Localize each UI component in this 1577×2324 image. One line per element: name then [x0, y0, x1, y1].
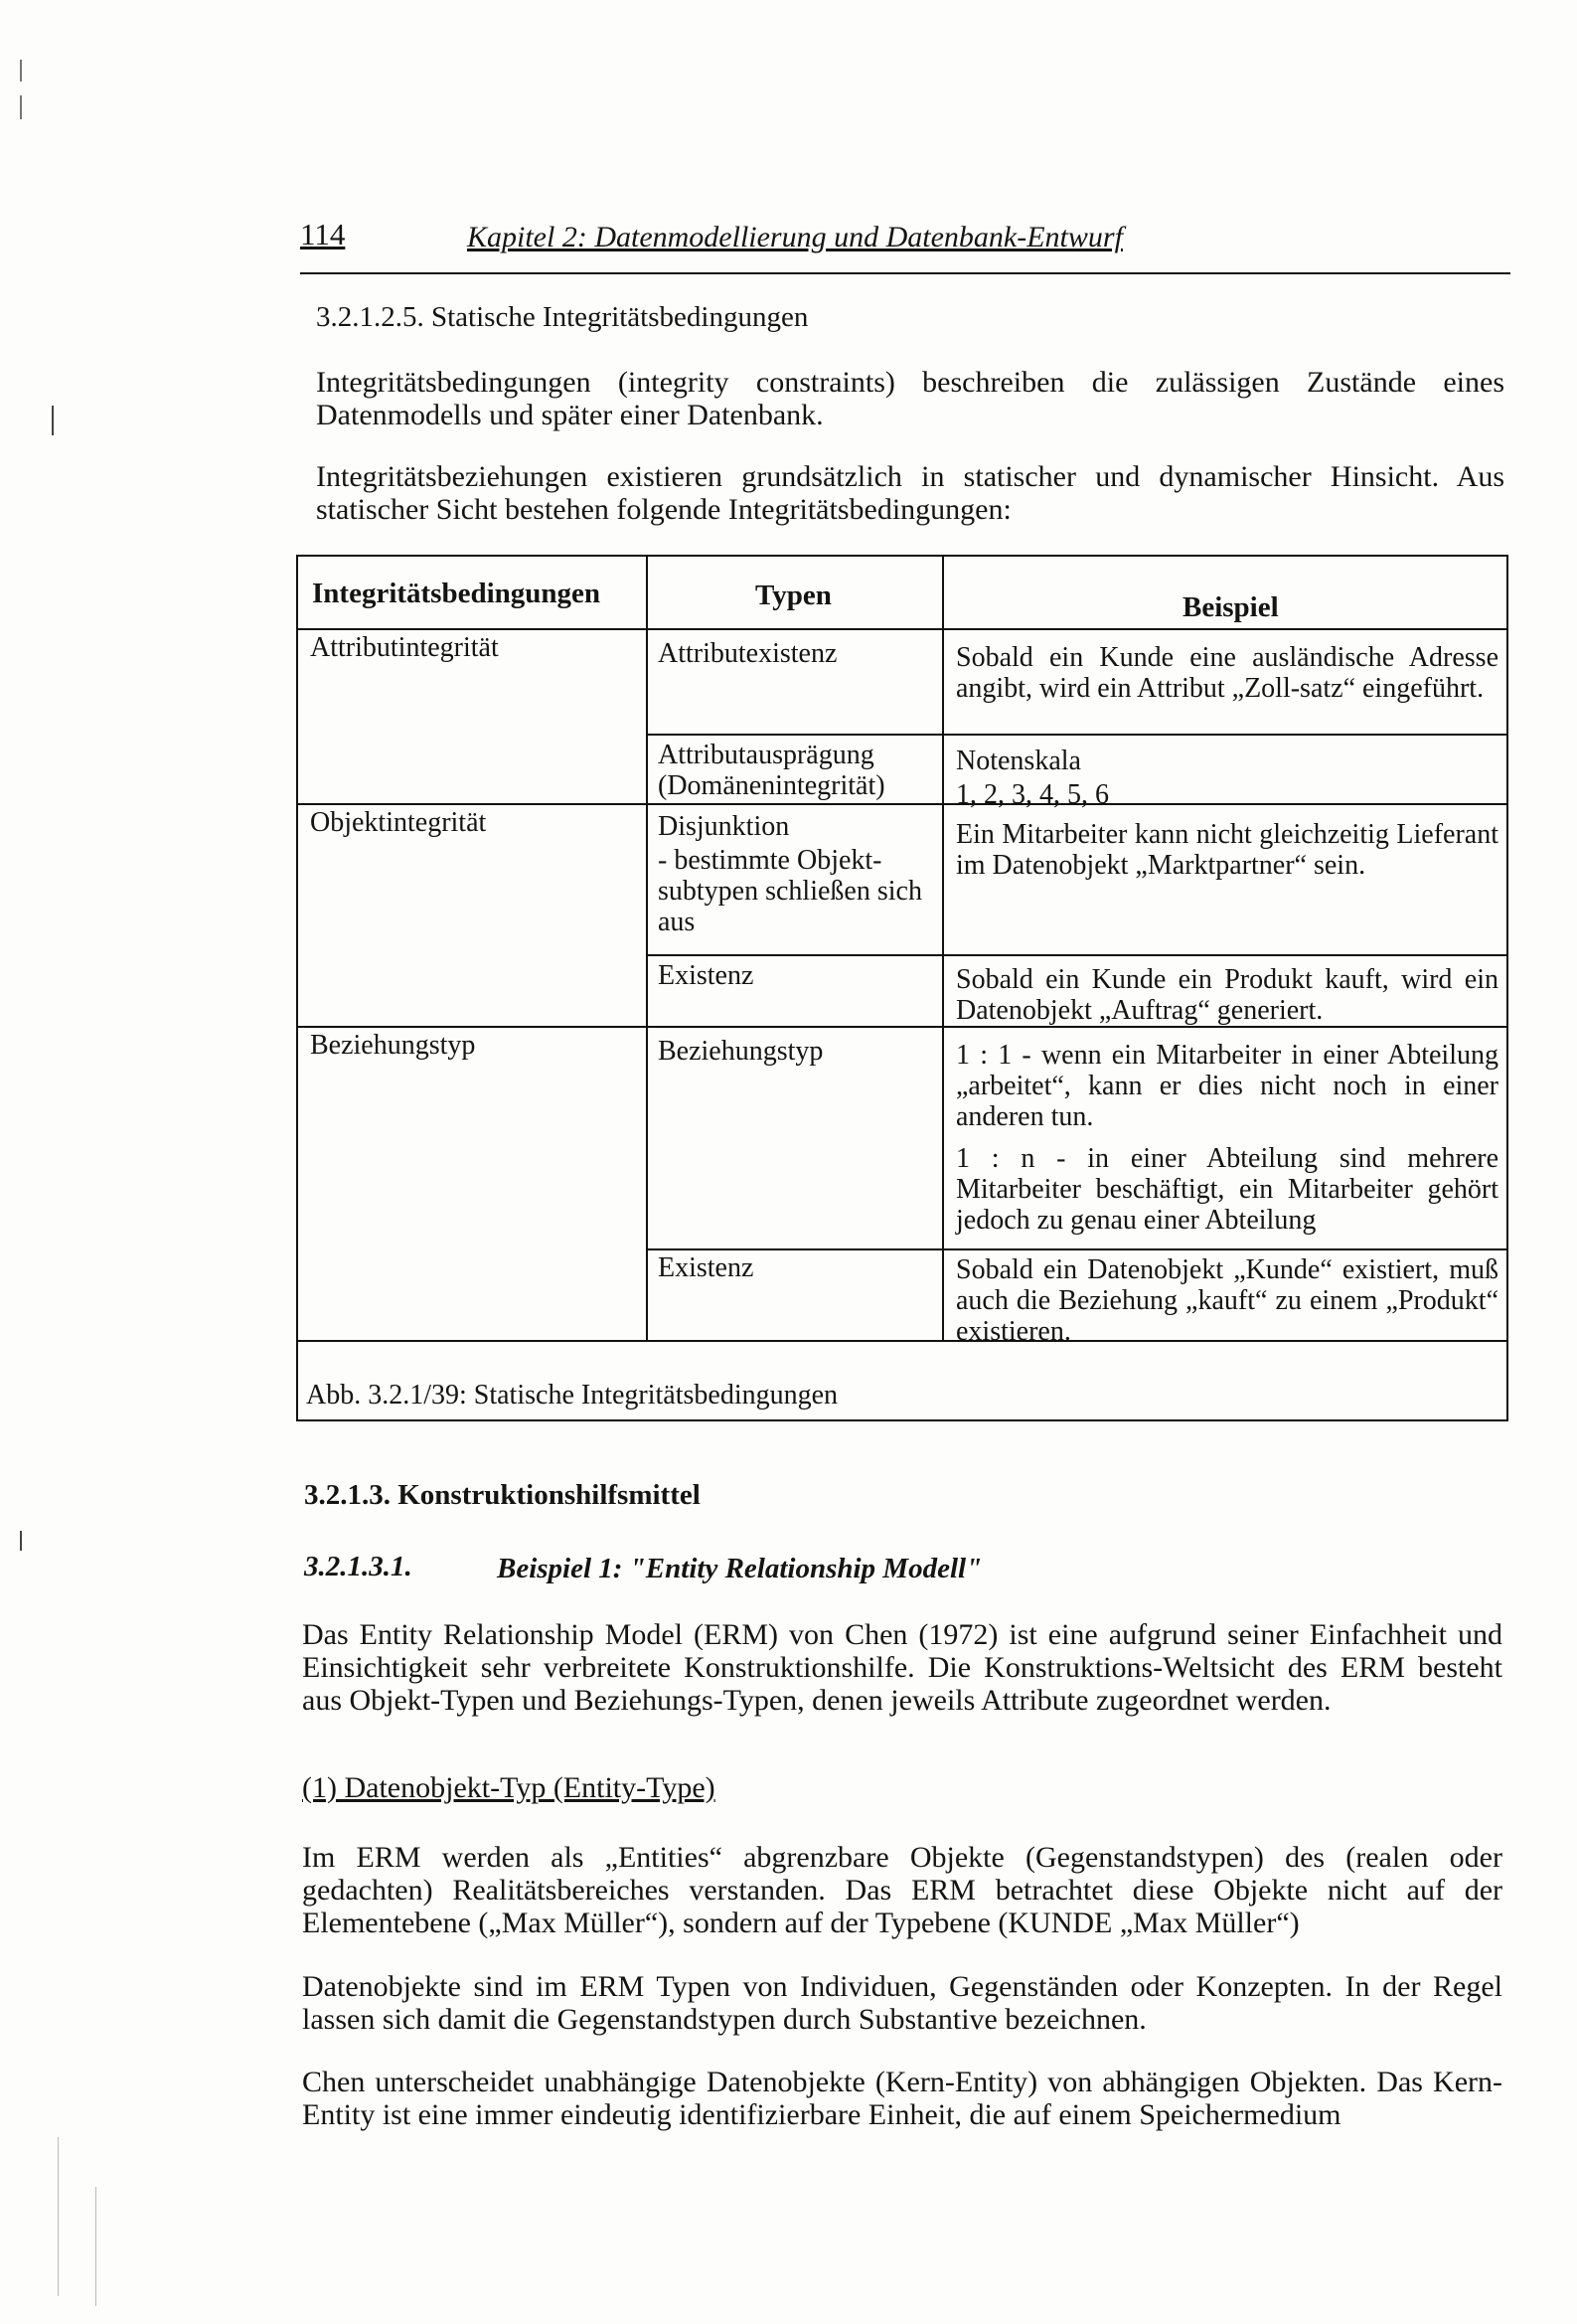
- subsection-heading: (1) Datenobjekt-Typ (Entity-Type): [302, 1771, 715, 1804]
- table-cell: Notenskala: [956, 746, 1081, 776]
- section-heading: 3.2.1.3. Konstruktionshilfsmittel: [304, 1479, 701, 1511]
- subsection-number: 3.2.1.3.1.: [304, 1551, 412, 1582]
- constraints-table: [296, 555, 1508, 1421]
- table-cell: - bestimmte Objekt-subtypen schließen sich aus: [658, 845, 922, 937]
- page-number: 114: [300, 217, 346, 251]
- paragraph: Datenobjekte sind im ERM Typen von Individuen, Gegenständen oder Konzepten. In der Regel lassen sich damit die Gegenstandstypen durch Substantive bezeichnen.: [302, 1970, 1502, 2036]
- running-title: Kapitel 2: Datenmodellierung und Datenbank-Entwurf: [467, 221, 1123, 253]
- page-header: [300, 217, 1510, 274]
- paragraph: Integritätsbeziehungen existieren grundsätzlich in statischer und dynamischer Hinsicht. Aus statischer Sicht bestehen folgende Integritätsbedingungen:: [316, 460, 1504, 526]
- section-heading: 3.2.1.2.5. Statische Integritätsbedingungen: [316, 301, 809, 333]
- table-cell: 1, 2, 3, 4, 5, 6: [956, 779, 1109, 810]
- scan-mark: [58, 2137, 59, 2296]
- scan-mark: [20, 60, 22, 82]
- subsection-title: Beispiel 1: "Entity Relationship Modell": [497, 1553, 983, 1584]
- table-cell: 1 : 1 - wenn ein Mitarbeiter in einer Abteilung „arbeitet“, kann er dies nicht noch in einer anderen tun.: [956, 1040, 1498, 1132]
- table-cell: Attributausprägung (Domänenintegrität): [658, 740, 885, 801]
- table-cell: Beziehungstyp: [310, 1030, 476, 1061]
- table-cell: Beziehungstyp: [658, 1036, 824, 1067]
- scan-mark: [20, 95, 22, 119]
- table-cell: Disjunktion: [658, 811, 790, 842]
- table-cell: Attributexistenz: [658, 638, 838, 669]
- figure-caption: Abb. 3.2.1/39: Statische Integritätsbedingungen: [306, 1380, 839, 1411]
- column-header: Typen: [755, 580, 832, 611]
- scan-mark: [52, 406, 54, 435]
- scan-mark: [95, 2187, 96, 2306]
- paragraph: Chen unterscheidet unabhängige Datenobjekte (Kern-Entity) von abhängigen Objekten. Das Kern-Entity ist eine immer eindeutig identifizierbare Einheit, die auf einem Speichermedium: [302, 2066, 1502, 2131]
- paragraph: Integritätsbedingungen (integrity constraints) beschreiben die zulässigen Zustände eines Datenmodells und später einer Datenbank.: [316, 366, 1504, 431]
- table-cell: Existenz: [658, 960, 754, 991]
- table-cell: Attributintegrität: [310, 632, 499, 663]
- column-header: Integritätsbedingungen: [312, 578, 601, 609]
- paragraph: Im ERM werden als „Entities“ abgrenzbare Objekte (Gegenstandstypen) des (realen oder gedachten) Realitätsbereiches verstanden. Das ERM betrachtet diese Objekte nicht auf der Elementebene („Max Müller“), sondern auf der Typebene (KUNDE „Max Müller“): [302, 1841, 1502, 1939]
- table-cell: Sobald ein Kunde eine ausländische Adresse angibt, wird ein Attribut „Zoll-satz“ eingeführt.: [956, 642, 1498, 704]
- table-cell: Sobald ein Kunde ein Produkt kauft, wird ein Datenobjekt „Auftrag“ generiert.: [956, 964, 1498, 1026]
- table-cell: Sobald ein Datenobjekt „Kunde“ existiert, muß auch die Beziehung „kauft“ zu einem „Produkt“ existieren.: [956, 1254, 1498, 1347]
- table-cell: Ein Mitarbeiter kann nicht gleichzeitig Lieferant im Datenobjekt „Marktpartner“ sein.: [956, 819, 1498, 881]
- scan-mark: [20, 1531, 22, 1551]
- table-cell: Existenz: [658, 1252, 754, 1283]
- paragraph: Das Entity Relationship Model (ERM) von Chen (1972) ist eine aufgrund seiner Einfachheit und Einsichtigkeit sehr verbreitete Konstruktionshilfe. Die Konstruktions-Weltsicht des ERM besteht aus Objekt-Typen und Beziehungs-Typen, denen jeweils Attribute zugeordnet werden.: [302, 1618, 1502, 1717]
- table-cell: Objektintegrität: [310, 807, 487, 838]
- table-cell: 1 : n - in einer Abteilung sind mehrere Mitarbeiter beschäftigt, ein Mitarbeiter gehört jedoch zu genau einer Abteilung: [956, 1143, 1498, 1236]
- column-header: Beispiel: [1183, 591, 1279, 623]
